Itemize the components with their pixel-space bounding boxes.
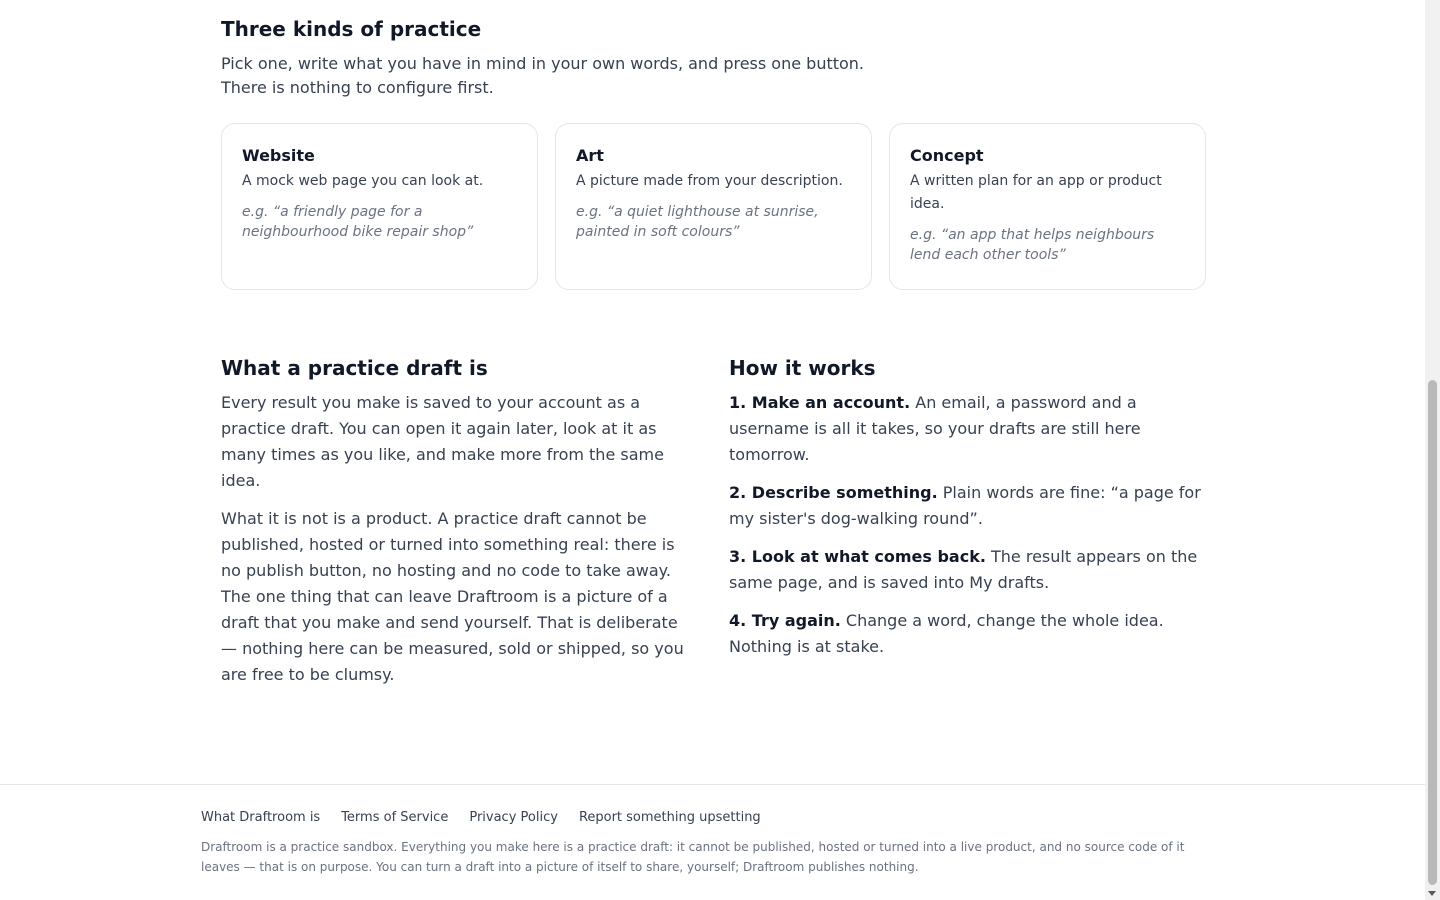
footer-link-report-something-upsetting[interactable]: Report something upsetting [578, 810, 761, 825]
card-title: Concept [910, 146, 984, 165]
step-3 [729, 544, 1205, 596]
practice-draft-title: What a practice draft is [221, 356, 488, 380]
footer-links [201, 809, 761, 827]
practice-draft-paragraph-1: Every result you make is saved to your account as a practice draft. You can open it again later, look at it as many times as you like, and make more from the same idea. [221, 393, 664, 490]
card-concept[interactable] [889, 123, 1206, 290]
footer-link-what-draftroom-is[interactable]: What Draftroom is [201, 810, 321, 825]
step-text: The result appears on the same page, and is saved into My drafts. [729, 547, 1198, 592]
step-1 [729, 390, 1205, 468]
step-text: Change a word, change the whole idea. Nothing is at stake. [729, 611, 1164, 656]
practice-kind-cards [221, 123, 1206, 290]
practice-draft-section [221, 356, 689, 688]
lead-line-1: Pick one, write what you have in mind in your own words, and press one button. [221, 54, 865, 73]
card-description: A mock web page you can look at. [242, 173, 484, 189]
step-heading: 1. Make an account. [729, 393, 911, 412]
card-art[interactable] [555, 123, 872, 290]
practice-kinds-lead [221, 52, 1205, 100]
site-footer [0, 784, 1425, 900]
how-it-works-section [729, 356, 1205, 660]
card-example: e.g. “a quiet lighthouse at sunrise, painted in soft colours” [576, 204, 819, 240]
card-example: e.g. “a friendly page for a neighbourhood bike repair shop” [242, 204, 474, 240]
card-title: Art [576, 146, 604, 165]
practice-draft-paragraph-2: What it is not is a product. A practice draft cannot be published, hosted or turned into something real: there is no publish button, no hosting and no code to take away. The one thing that can leave Draftroom is a picture of a draft that you make and send yourself. That is deliberate — nothing here can be measured, sold or shipped, so you are free to be clumsy. [221, 509, 684, 684]
how-it-works-title: How it works [729, 356, 876, 380]
vertical-scrollbar[interactable] [1425, 0, 1440, 900]
step-2 [729, 480, 1205, 532]
step-heading: 2. Describe something. [729, 483, 938, 502]
card-example: e.g. “an app that helps neighbours lend each other tools” [910, 227, 1155, 263]
card-website[interactable] [221, 123, 538, 290]
step-4 [729, 608, 1205, 660]
card-description: A written plan for an app or product idea. [910, 173, 1162, 212]
step-text: Plain words are fine: “a page for my sister's dog-walking round”. [729, 483, 1201, 528]
footer-link-terms-of-service[interactable]: Terms of Service [341, 810, 449, 825]
practice-kinds-section [221, 17, 1205, 263]
practice-kinds-title: Three kinds of practice [221, 17, 482, 41]
step-heading: 3. Look at what comes back. [729, 547, 986, 566]
card-description: A picture made from your description. [576, 173, 843, 189]
scroll-down-arrow-icon[interactable] [1428, 891, 1436, 896]
scrollbar-thumb[interactable] [1428, 380, 1437, 885]
footer-link-privacy-policy[interactable]: Privacy Policy [469, 810, 558, 825]
footer-note: Draftroom is a practice sandbox. Everything you make here is a practice draft: it cannot be published, hosted or turned into a live product, and no source code of it leaves — that is on purpose. You can turn a draft into a picture of itself to share, yourself; Draftroom publishes nothing. [201, 840, 1185, 874]
card-title: Website [242, 146, 315, 165]
step-text: An email, a password and a username is all it takes, so your drafts are still here tomorrow. [729, 393, 1141, 464]
step-heading: 4. Try again. [729, 611, 841, 630]
lead-line-2: There is nothing to configure first. [221, 78, 494, 97]
